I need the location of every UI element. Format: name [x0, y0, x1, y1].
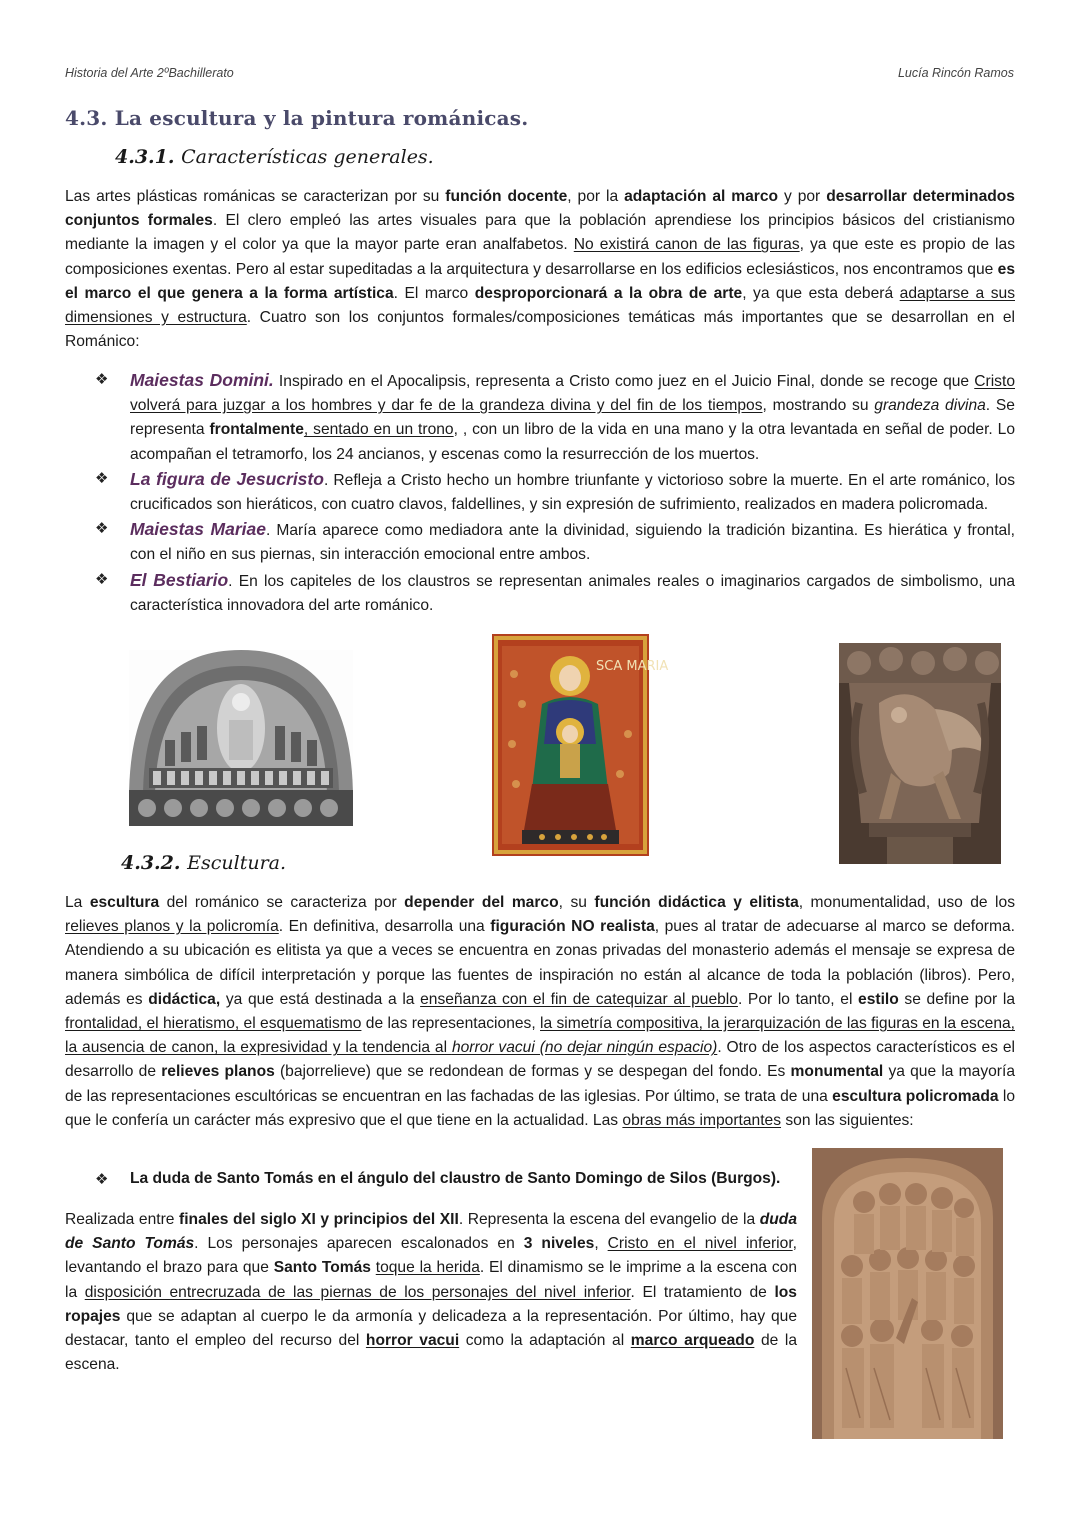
tympanum-image	[129, 650, 353, 826]
header-right-text: Lucía Rincón Ramos	[897, 66, 1014, 80]
relief-illustration	[812, 1148, 1003, 1439]
subsection-label: Características generales.	[181, 146, 434, 168]
sculpture-paragraph: La escultura del románico se caracteriza por depender del marco, su función didáctica y elitista, monumentalidad, uso de los relieves planos y la policromía. En definitiva, desarrolla una figuración NO realista, pues al tratar de adecuarse al marco se deforma. Atendiendo a su ubicación es elitista ya que a veces se encuentra en zonas privadas del monasterio además el mensaje se expresa de manera simbólica de difícil interpretación y porque las fuentes de inspiración no están al alcance de toda la población (libros). Pero, además es didáctica, ya que está destinada a la enseñanza con el fin de catequizar al pueblo. Por lo tanto, el estilo se define por la frontalidad, el hieratismo, el esquematismo de las representaciones, la simetría compositiva, la jerarquización de las figuras en la escena, la ausencia de canon, la expresividad y la tendencia al horror vacui (no dejar ningún espacio). Otro de los aspectos característicos es el desarrollo de relieves planos (bajorrelieve) que se redondean de formas y se despegan del fondo. Es monumental ya que la mayoría de las representaciones escultóricas se encuentran en las fachadas de las iglesias. Por último, se trata de una escultura policromada lo que le confería un carácter más expresivo que el que tiene en la actualidad. Las obras más importantes son las siguientes:	[65, 894, 1016, 1129]
santo-tomas-paragraph: Realizada entre finales del siglo XI y principios del XII. Representa la escena del evangelio de la duda de Santo Tomás. Los personajes aparecen escalonados en 3 niveles, Cristo en el nivel inferior, levantando el brazo para que Santo Tomás toque la herida. El dinamismo se le imprime a la escena con la disposición entrecruzada de las piernas de los personajes del nivel inferior. El tratamiento de los ropajes que se adaptan al cuerpo le da armonía y delicadeza a la representación. Por último, hay que destacar, tanto el empleo del recurso del horror vacui como la adaptación al marco arqueado de la escena.	[65, 1211, 798, 1374]
header-left-text: Historia del Arte 2ºBachillerato	[65, 66, 234, 80]
subsection-title-generales	[115, 146, 434, 168]
list-item: ❖ Maiestas Mariae. María aparece como mediadora ante la divinidad, siguiendo la tradición bizantina. Es hierática y frontal, con el niño en sus piernas, sin interacción emocional entre ambos.	[95, 519, 1015, 564]
list-item: ❖ La figura de Jesucristo. Refleja a Cristo hecho un hombre triunfante y victorioso sobre la muerte. En el arte románico, los crucificados son hieráticos, con cuatro clavos, faldellines, y sin expresión de sufrimiento, realizados en madera policromada.	[95, 468, 1015, 514]
virgin-icon-image	[492, 634, 669, 856]
subsection-number: 4.3.2.	[121, 852, 181, 874]
diamond-bullet-icon: ❖	[95, 371, 109, 388]
list-item: ❖ Maiestas Domini. Inspirado en el Apocalipsis, representa a Cristo como juez en el Juicio Final, donde se recoge que Cristo volverá para juzgar a los hombres y dar fe de la grandeza divina y del fin de los tiempos, mostrando su grandeza divina. Se representa frontalmente, sentado en un trono, , con un libro de la vida en una mano y la otra levantada en señal de poder. Lo acompañan el tetramorfo, los 24 ancianos, y escenas como la resurrección de los muertos.	[95, 370, 1016, 463]
virgin-illustration	[492, 634, 669, 856]
subsection-label: Escultura.	[187, 852, 287, 874]
diamond-bullet-icon: ❖	[95, 520, 109, 538]
work-title-santo-tomas: ❖ La duda de Santo Tomás en el ángulo del claustro de Santo Domingo de Silos (Burgos).	[95, 1170, 781, 1188]
relief-image	[812, 1148, 1003, 1439]
icon-inscription: SCA MARIA	[596, 659, 669, 674]
subsection-number: 4.3.1.	[115, 146, 175, 168]
themes-list	[65, 368, 1015, 618]
intro-paragraph: Las artes plásticas románicas se caracterizan por su función docente, por la adaptación al marco y por desarrollar determinados conjuntos formales. El clero empleó las artes visuales para que la población aprendiese los principios básicos del cristianismo mediante la imagen y el color ya que la mayor parte eran analfabetos. No existirá canon de las figuras, ya que este es propio de las composiciones exentas. Pero al estar supeditadas a la arquitectura y desarrollarse en los edificios eclesiásticos, nos encontramos que es el marco el que genera a la forma artística. El marco desproporcionará a la obra de arte, ya que esta deberá adaptarse a sus dimensiones y estructura. Cuatro son los conjuntos formales/composiciones temáticas más importantes que se desarrollan en el Románico:	[65, 188, 1016, 351]
section-title: 4.3. La escultura y la pintura románicas.	[65, 106, 529, 130]
list-item: ❖ El Bestiario. En los capiteles de los claustros se representan animales reales o imaginarios cargados de simbolismo, una característica innovadora del arte románico.	[95, 569, 1015, 614]
subsection-title-escultura	[121, 852, 286, 874]
diamond-bullet-icon: ❖	[95, 1171, 109, 1188]
capital-illustration	[839, 643, 1001, 864]
capital-image	[839, 643, 1001, 864]
diamond-bullet-icon: ❖	[95, 469, 109, 487]
tympanum-illustration	[129, 650, 353, 826]
diamond-bullet-icon: ❖	[95, 570, 109, 588]
